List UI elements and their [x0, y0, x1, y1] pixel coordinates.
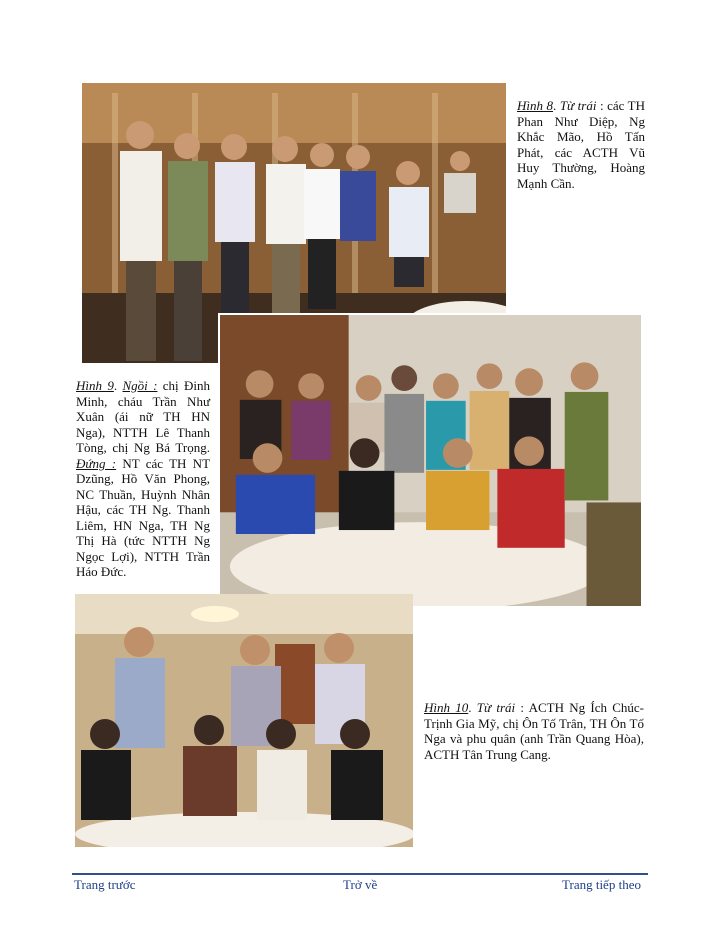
figure-9-text-standing: NT các TH NT Dzũng, Hồ Văn Phong, NC Thuần, Huỳnh Nhân Hậu, các TH Ng. Thanh Liêm, HN Nga, TH Ng Thị Hà (tức NTTH Ng Ngọc Lợi), NTTH Trần Háo Đức. — [76, 455, 211, 579]
caption-figure-10 — [424, 700, 644, 762]
photo-figure-9 — [218, 313, 643, 608]
caption-figure-8 — [517, 98, 645, 191]
caption-separator: . — [468, 700, 477, 715]
figure-10-lead: Từ trái — [476, 700, 516, 715]
caption-separator: . — [553, 98, 560, 113]
next-page-link[interactable]: Trang tiếp theo — [562, 877, 641, 892]
footer-divider — [72, 873, 648, 875]
previous-page-link[interactable]: Trang trước — [74, 877, 136, 892]
figure-10-label: Hình 10 — [424, 700, 469, 715]
figure-8-text: : các TH Phan Như Diệp, Ng Khắc Mão, Hồ Tấn Phát, các ACTH Vũ Huy Thường, Hoàng Mạnh Cần. — [517, 98, 646, 191]
back-link[interactable]: Trở về — [343, 877, 378, 892]
caption-figure-9 — [76, 378, 210, 580]
figure-8-label: Hình 8 — [517, 98, 554, 113]
figure-9-text-seated: chị Đinh Minh, cháu Trần Như Xuân (ái nữ TH HN Nga), NTTH Lê Thanh Tòng, chị Ng Bá Trọng. — [76, 378, 211, 455]
figure-9-lead-seated: Ngồi : — [122, 378, 158, 393]
figure-8-lead: Từ trái — [559, 98, 597, 113]
figure-9-label: Hình 9 — [76, 378, 114, 393]
figure-9-lead-standing: Đứng : — [76, 455, 117, 471]
caption-separator: . — [113, 378, 123, 393]
photo-figure-10 — [75, 594, 413, 847]
figure-10-text: : ACTH Ng Ích Chúc-Trịnh Gia Mỹ, chị Ôn Tố Trân, TH Ôn Tố Nga và phu quân (anh Trần Quang Hòa), ACTH Tân Trung Cang. — [424, 700, 645, 762]
